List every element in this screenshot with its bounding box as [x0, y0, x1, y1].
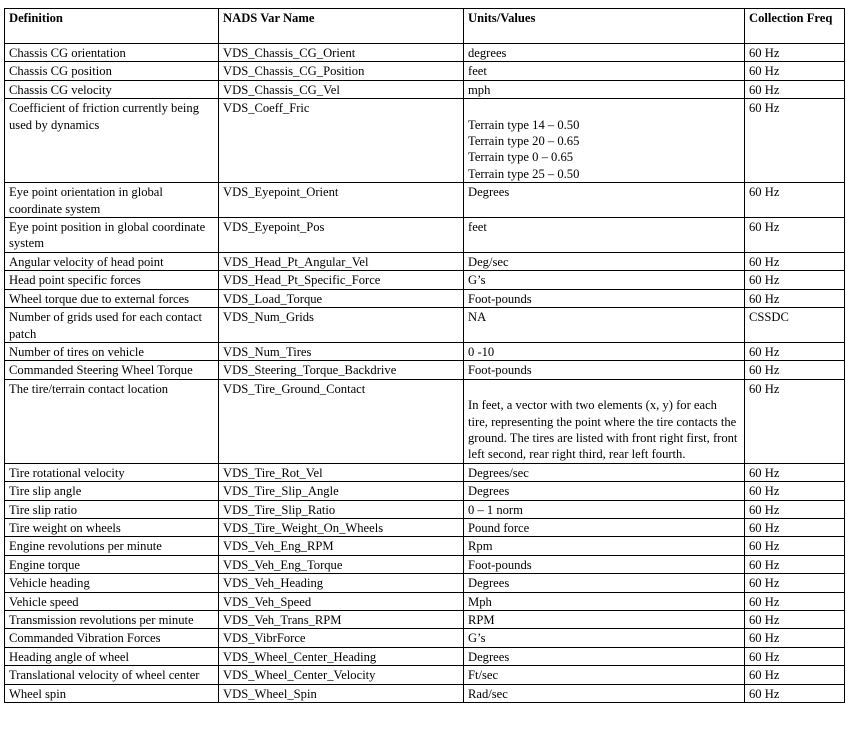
- units-line: Pound force: [468, 520, 530, 535]
- units-cell: [464, 592, 745, 610]
- definition-cell: Wheel spin: [5, 684, 219, 702]
- units-line: NA: [468, 310, 487, 325]
- definition-cell: Head point specific forces: [5, 271, 219, 289]
- table-row: [5, 289, 845, 307]
- table-row: [5, 342, 845, 360]
- units-cell: [464, 574, 745, 592]
- units-line: [468, 100, 740, 116]
- definition-cell: Tire weight on wheels: [5, 518, 219, 536]
- collection-freq-cell: 60 Hz: [745, 379, 845, 463]
- header-nads-var-name: NADS Var Name: [219, 9, 464, 44]
- collection-freq-cell: 60 Hz: [745, 666, 845, 684]
- collection-freq-cell: 60 Hz: [745, 342, 845, 360]
- units-cell: [464, 252, 745, 270]
- units-line: Terrain type 14 – 0.50: [468, 117, 580, 132]
- units-cell: [464, 80, 745, 98]
- definition-cell: Eye point orientation in global coordinate system: [5, 183, 219, 218]
- units-line: Foot-pounds: [468, 557, 532, 572]
- table-row: [5, 482, 845, 500]
- header-collection-freq: Collection Freq: [745, 9, 845, 44]
- units-cell: [464, 342, 745, 360]
- units-line: degrees: [468, 46, 507, 60]
- table-row: [5, 252, 845, 270]
- collection-freq-cell: 60 Hz: [745, 62, 845, 80]
- var-name-cell: VDS_Veh_Eng_Torque: [219, 555, 464, 573]
- var-name-cell: VDS_Steering_Torque_Backdrive: [219, 361, 464, 379]
- definition-cell: Heading angle of wheel: [5, 647, 219, 665]
- table-row: [5, 500, 845, 518]
- table-row: [5, 574, 845, 592]
- collection-freq-cell: 60 Hz: [745, 252, 845, 270]
- units-line: Rpm: [468, 539, 493, 554]
- table-row: [5, 183, 845, 218]
- definition-cell: Vehicle heading: [5, 574, 219, 592]
- collection-freq-cell: 60 Hz: [745, 271, 845, 289]
- header-units-values: Units/Values: [464, 9, 745, 44]
- table-row: [5, 684, 845, 702]
- units-cell: [464, 99, 745, 183]
- definition-cell: The tire/terrain contact location: [5, 379, 219, 463]
- definition-cell: Engine torque: [5, 555, 219, 573]
- units-cell: [464, 611, 745, 629]
- var-name-cell: VDS_Eyepoint_Pos: [219, 218, 464, 253]
- definition-cell: Translational velocity of wheel center: [5, 666, 219, 684]
- units-cell: [464, 308, 745, 343]
- var-name-cell: VDS_Tire_Rot_Vel: [219, 463, 464, 481]
- var-name-cell: VDS_Head_Pt_Specific_Force: [219, 271, 464, 289]
- var-name-cell: VDS_Tire_Slip_Angle: [219, 482, 464, 500]
- units-line: Foot-pounds: [468, 363, 532, 378]
- units-cell: [464, 666, 745, 684]
- collection-freq-cell: 60 Hz: [745, 647, 845, 665]
- units-line: Degrees: [468, 576, 510, 591]
- table-row: [5, 361, 845, 379]
- collection-freq-cell: 60 Hz: [745, 463, 845, 481]
- units-line: 0 – 1 norm: [468, 502, 523, 517]
- var-name-cell: VDS_Tire_Weight_On_Wheels: [219, 518, 464, 536]
- units-cell: [464, 218, 745, 253]
- collection-freq-cell: 60 Hz: [745, 183, 845, 218]
- definition-cell: Coefficient of friction currently being used by dynamics: [5, 99, 219, 183]
- var-name-cell: VDS_Chassis_CG_Orient: [219, 44, 464, 62]
- collection-freq-cell: 60 Hz: [745, 44, 845, 62]
- var-name-cell: VDS_Veh_Heading: [219, 574, 464, 592]
- units-line: RPM: [468, 613, 495, 627]
- units-cell: [464, 555, 745, 573]
- header-row: [5, 9, 845, 44]
- definition-cell: Commanded Steering Wheel Torque: [5, 361, 219, 379]
- definition-cell: Number of tires on vehicle: [5, 342, 219, 360]
- units-cell: [464, 379, 745, 463]
- definition-cell: Wheel torque due to external forces: [5, 289, 219, 307]
- table-row: [5, 62, 845, 80]
- units-line: Degrees: [468, 185, 510, 200]
- collection-freq-cell: 60 Hz: [745, 518, 845, 536]
- units-line: Degrees: [468, 484, 510, 499]
- definition-cell: Commanded Vibration Forces: [5, 629, 219, 647]
- table-row: [5, 592, 845, 610]
- units-line: Mph: [468, 594, 492, 609]
- units-line: Degrees: [468, 649, 510, 664]
- var-name-cell: VDS_Load_Torque: [219, 289, 464, 307]
- table-row: [5, 379, 845, 463]
- units-line: In feet, a vector with two elements (x, y) for each tire, representing the point where the tire contacts the ground. The tires are listed with front right first, front left second, rear right third, rear left fourth.: [468, 398, 738, 462]
- var-name-cell: VDS_VibrForce: [219, 629, 464, 647]
- units-cell: [464, 44, 745, 62]
- units-line: Terrain type 20 – 0.65: [468, 134, 580, 149]
- units-cell: [464, 289, 745, 307]
- definition-cell: Engine revolutions per minute: [5, 537, 219, 555]
- table-row: [5, 80, 845, 98]
- definition-cell: Transmission revolutions per minute: [5, 611, 219, 629]
- units-cell: [464, 629, 745, 647]
- table-row: [5, 629, 845, 647]
- var-name-cell: VDS_Head_Pt_Angular_Vel: [219, 252, 464, 270]
- table-row: [5, 518, 845, 536]
- units-cell: [464, 647, 745, 665]
- var-name-cell: VDS_Wheel_Spin: [219, 684, 464, 702]
- units-line: Ft/sec: [468, 668, 499, 683]
- units-line: Terrain type 25 – 0.50: [468, 166, 580, 181]
- units-cell: [464, 537, 745, 555]
- definition-cell: Eye point position in global coordinate system: [5, 218, 219, 253]
- collection-freq-cell: 60 Hz: [745, 592, 845, 610]
- var-name-cell: VDS_Chassis_CG_Vel: [219, 80, 464, 98]
- units-line: feet: [468, 220, 487, 235]
- units-line: 0 -10: [468, 344, 495, 359]
- table-row: [5, 44, 845, 62]
- units-line: Degrees/sec: [468, 465, 529, 480]
- table-row: [5, 647, 845, 665]
- var-name-cell: VDS_Wheel_Center_Velocity: [219, 666, 464, 684]
- definition-cell: Chassis CG position: [5, 62, 219, 80]
- units-line: Deg/sec: [468, 254, 509, 269]
- collection-freq-cell: 60 Hz: [745, 361, 845, 379]
- collection-freq-cell: 60 Hz: [745, 574, 845, 592]
- units-line: G’s: [468, 631, 486, 646]
- definition-cell: Chassis CG velocity: [5, 80, 219, 98]
- var-name-cell: VDS_Eyepoint_Orient: [219, 183, 464, 218]
- units-cell: [464, 500, 745, 518]
- collection-freq-cell: 60 Hz: [745, 80, 845, 98]
- collection-freq-cell: 60 Hz: [745, 555, 845, 573]
- definition-cell: Vehicle speed: [5, 592, 219, 610]
- collection-freq-cell: 60 Hz: [745, 611, 845, 629]
- units-cell: [464, 183, 745, 218]
- var-name-cell: VDS_Tire_Ground_Contact: [219, 379, 464, 463]
- var-name-cell: VDS_Num_Tires: [219, 342, 464, 360]
- units-line: Rad/sec: [468, 686, 508, 701]
- definition-cell: Angular velocity of head point: [5, 252, 219, 270]
- var-name-cell: VDS_Num_Grids: [219, 308, 464, 343]
- table-body: [5, 44, 845, 703]
- table-row: [5, 463, 845, 481]
- variables-table: [4, 8, 845, 703]
- table-row: [5, 308, 845, 343]
- table-row: [5, 537, 845, 555]
- var-name-cell: VDS_Wheel_Center_Heading: [219, 647, 464, 665]
- collection-freq-cell: 60 Hz: [745, 482, 845, 500]
- definition-cell: Tire slip angle: [5, 482, 219, 500]
- var-name-cell: VDS_Chassis_CG_Position: [219, 62, 464, 80]
- var-name-cell: VDS_Tire_Slip_Ratio: [219, 500, 464, 518]
- table-row: [5, 271, 845, 289]
- definition-cell: Tire rotational velocity: [5, 463, 219, 481]
- units-cell: [464, 271, 745, 289]
- units-cell: [464, 482, 745, 500]
- collection-freq-cell: 60 Hz: [745, 218, 845, 253]
- table-row: [5, 555, 845, 573]
- definition-cell: Tire slip ratio: [5, 500, 219, 518]
- table-row: [5, 99, 845, 183]
- units-cell: [464, 361, 745, 379]
- units-line: Terrain type 0 – 0.65: [468, 150, 574, 165]
- definition-cell: Chassis CG orientation: [5, 44, 219, 62]
- collection-freq-cell: CSSDC: [745, 308, 845, 343]
- collection-freq-cell: 60 Hz: [745, 99, 845, 183]
- table-row: [5, 666, 845, 684]
- units-cell: [464, 518, 745, 536]
- collection-freq-cell: 60 Hz: [745, 684, 845, 702]
- var-name-cell: VDS_Veh_Trans_RPM: [219, 611, 464, 629]
- table-row: [5, 611, 845, 629]
- units-cell: [464, 463, 745, 481]
- units-line: G’s: [468, 273, 486, 288]
- header-definition: Definition: [5, 9, 219, 44]
- var-name-cell: VDS_Veh_Speed: [219, 592, 464, 610]
- units-cell: [464, 684, 745, 702]
- collection-freq-cell: 60 Hz: [745, 629, 845, 647]
- collection-freq-cell: 60 Hz: [745, 537, 845, 555]
- collection-freq-cell: 60 Hz: [745, 289, 845, 307]
- units-line: Foot-pounds: [468, 291, 532, 306]
- var-name-cell: VDS_Coeff_Fric: [219, 99, 464, 183]
- definition-cell: Number of grids used for each contact patch: [5, 308, 219, 343]
- units-cell: [464, 62, 745, 80]
- var-name-cell: VDS_Veh_Eng_RPM: [219, 537, 464, 555]
- units-line: feet: [468, 64, 487, 79]
- table-row: [5, 218, 845, 253]
- collection-freq-cell: 60 Hz: [745, 500, 845, 518]
- units-line: [468, 381, 740, 397]
- units-line: mph: [468, 82, 491, 97]
